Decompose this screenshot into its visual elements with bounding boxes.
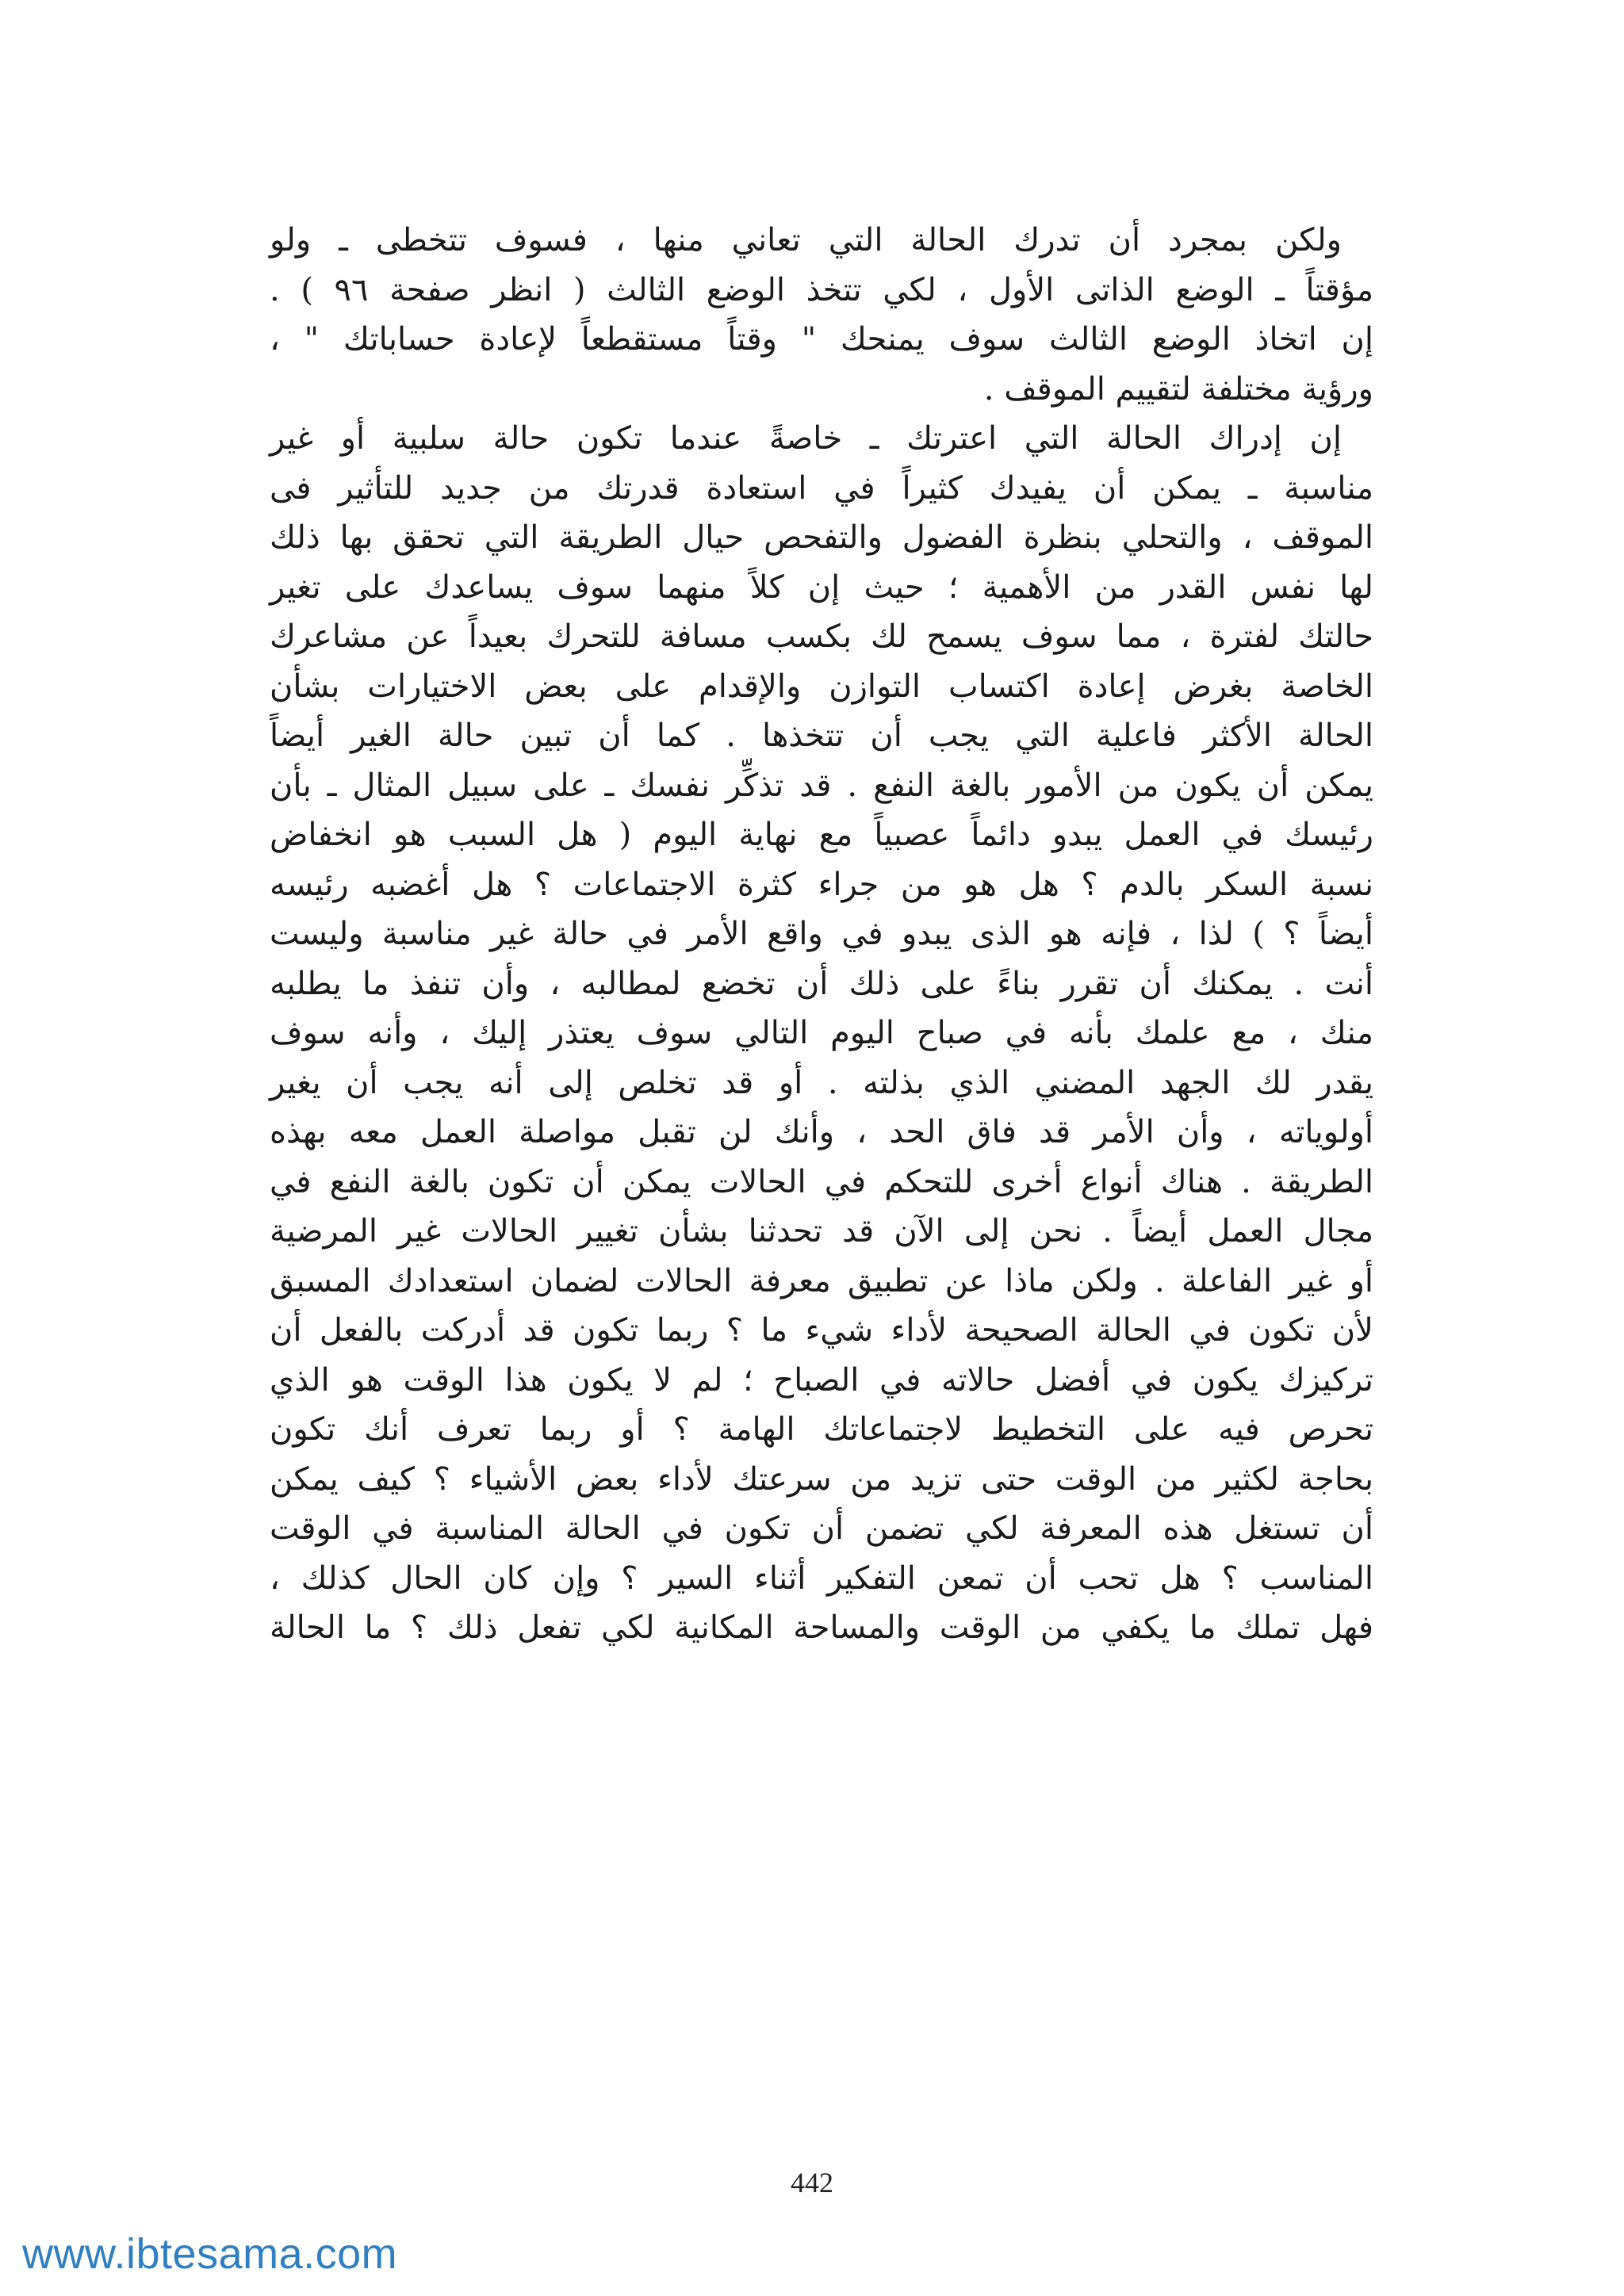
page-number: 442 xyxy=(791,2167,833,2198)
text-line: مؤقتاً ـ الوضع الذاتى الأول ، لكي تتخذ الوضع الثالث ( انظر صفحة ٩٦ ) . xyxy=(270,271,1374,308)
body-text xyxy=(270,216,1373,1653)
text-line: الطريقة . هناك أنواع أخرى للتحكم في الحالات يمكن أن تكون بالغة النفع في xyxy=(270,1163,1373,1200)
text-line: يمكن أن يكون من الأمور بالغة النفع . قد تذكِّر نفسك ـ على سبيل المثال ـ بأن xyxy=(270,767,1373,804)
text-line: الموقف ، والتحلي بنظرة الفضول والتفحص حيال الطريقة التي تحقق بها ذلك xyxy=(270,519,1373,556)
text-line: فهل تملك ما يكفي من الوقت والمساحة المكانية لكي تفعل ذلك ؟ ما الحالة xyxy=(270,1609,1373,1646)
text-line: أو غير الفاعلة . ولكن ماذا عن تطبيق معرفة الحالات لضمان استعدادك المسبق xyxy=(270,1262,1373,1299)
paragraph-2 xyxy=(270,414,1373,1653)
text-line: أيضاً ؟ ) لذا ، فإنه هو الذى يبدو في واقع الأمر في حالة غير مناسبة وليست xyxy=(270,916,1373,952)
text-line: أولوياته ، وأن الأمر قد فاق الحد ، وأنك لن تقبل مواصلة العمل معه بهذه xyxy=(270,1114,1373,1150)
paragraph-1 xyxy=(270,216,1373,414)
text-line: تركيزك يكون في أفضل حالاته في الصباح ؛ لم لا يكون هذا الوقت هو الذي xyxy=(270,1361,1373,1399)
text-line: الحالة الأكثر فاعلية التي يجب أن تتخذها . كما أن تبين حالة الغير أيضاً xyxy=(270,718,1373,754)
text-line: تحرص فيه على التخطيط لاجتماعاتك الهامة ؟ أو ربما تعرف أنك تكون xyxy=(270,1411,1373,1448)
text-line: المناسب ؟ هل تحب أن تمعن التفكير أثناء السير ؟ وإن كان الحال كذلك ، xyxy=(270,1559,1373,1597)
text-line: نسبة السكر بالدم ؟ هل هو من جراء كثرة الاجتماعات ؟ هل أغضبه رئيسه xyxy=(270,866,1373,903)
text-line: إن اتخاذ الوضع الثالث سوف يمنحك " وقتاً مستقطعاً لإعادة حساباتك " ، xyxy=(270,321,1373,358)
watermark-url: www.ibtesama.com xyxy=(22,2230,398,2278)
text-line: أنت . يمكنك أن تقرر بناءً على ذلك أن تخضع لمطالبه ، وأن تنفذ ما يطلبه xyxy=(270,965,1373,1002)
text-line: ولكن بمجرد أن تدرك الحالة التي تعاني منها ، فسوف تتخطى ـ ولو xyxy=(270,222,1342,258)
text-line: أن تستغل هذه المعرفة لكي تضمن أن تكون في الحالة المناسبة في الوقت xyxy=(270,1510,1373,1547)
text-line: إن إدراك الحالة التي اعترتك ـ خاصةً عندما تكون حالة سلبية أو غير xyxy=(270,420,1342,457)
text-line: مناسبة ـ يمكن أن يفيدك كثيراً في استعادة قدرتك من جديد للتأثير فى xyxy=(270,469,1373,507)
text-line: بحاجة لكثير من الوقت حتى تزيد من سرعتك لأداء بعض الأشياء ؟ كيف يمكن xyxy=(270,1460,1373,1498)
text-line: منك ، مع علمك بأنه في صباح اليوم التالي سوف يعتذر إليك ، وأنه سوف xyxy=(270,1015,1373,1051)
text-line: رئيسك في العمل يبدو دائماً عصبياً مع نهاية اليوم ( هل السبب هو انخفاض xyxy=(270,817,1373,853)
text-line: يقدر لك الجهد المضني الذي بذلته . أو قد تخلص إلى أنه يجب أن يغير xyxy=(270,1064,1373,1101)
text-line: مجال العمل أيضاً . نحن إلى الآن قد تحدثنا بشأن تغيير الحالات غير المرضية xyxy=(270,1213,1373,1249)
text-line: لها نفس القدر من الأهمية ؛ حيث إن كلاً منهما سوف يساعدك على تغير xyxy=(270,568,1373,606)
text-line: لأن تكون في الحالة الصحيحة لأداء شيء ما ؟ ربما تكون قد أدركت بالفعل أن xyxy=(270,1312,1373,1349)
text-line: حالتك لفترة ، مما سوف يسمح لك بكسب مسافة للتحرك بعيداً عن مشاعرك xyxy=(270,618,1373,655)
text-line: ورؤية مختلفة لتقييم الموقف . xyxy=(983,370,1373,408)
text-line: الخاصة بغرض إعادة اكتساب التوازن والإقدام على بعض الاختيارات بشأن xyxy=(270,668,1374,705)
